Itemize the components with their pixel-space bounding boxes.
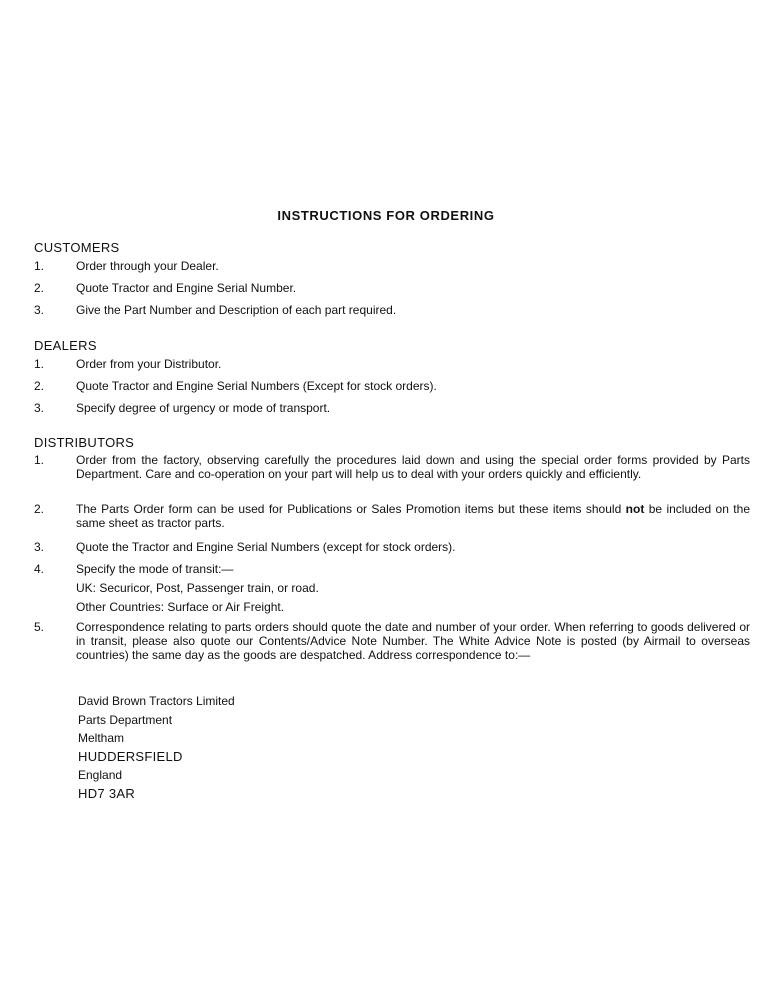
item-number: 1. — [34, 259, 45, 273]
item-number: 3. — [34, 540, 45, 554]
item-number: 1. — [34, 453, 45, 467]
distributors-item-2 — [34, 502, 750, 530]
item-number: 3. — [34, 303, 45, 317]
item-text: Correspondence relating to parts orders should quote the date and number of your order. When referring to goods delivered or in transit, please also quote our Contents/Advice Note Number. The White Advice Note is posted (by Airmail to overseas countries) the same day as the goods are despatched. Address correspondence to:— — [76, 620, 750, 662]
item-text-after: be included on the same sheet as tractor parts. — [76, 502, 750, 530]
customers-item-3 — [34, 303, 750, 317]
transit-other-countries: Other Countries: Surface or Air Freight. — [76, 600, 285, 614]
distributors-heading: DISTRIBUTORS — [34, 435, 135, 450]
transit-uk: UK: Securicor, Post, Passenger train, or road. — [76, 581, 319, 595]
item-number: 5. — [34, 620, 45, 634]
distributors-item-5 — [34, 620, 750, 662]
item-text-before: The Parts Order form can be used for Publications or Sales Promotion items but these items should — [76, 502, 622, 516]
address-postcode: HD7 3AR — [78, 785, 136, 801]
distributors-item-1 — [34, 453, 750, 481]
item-text: Quote Tractor and Engine Serial Number. — [76, 281, 297, 295]
item-text: Order from the factory, observing carefully the procedures laid down and using the special order forms provided by Parts Department. Care and co-operation on your part will help us to deal with your orders quickly and efficiently. — [76, 453, 750, 481]
address-locality: Meltham — [78, 731, 125, 745]
item-text: Quote Tractor and Engine Serial Numbers (Except for stock orders). — [76, 379, 437, 393]
address-country: England — [78, 768, 123, 782]
dealers-item-2 — [34, 379, 750, 393]
emphasis-word: not — [625, 502, 645, 516]
item-number: 2. — [34, 281, 45, 295]
item-number: 2. — [34, 502, 45, 516]
distributors-item-3 — [34, 540, 750, 554]
dealers-heading: DEALERS — [34, 338, 97, 353]
item-text — [76, 502, 750, 530]
page-title: INSTRUCTIONS FOR ORDERING — [277, 208, 495, 223]
dealers-item-3 — [34, 401, 750, 415]
item-text: Order from your Distributor. — [76, 357, 222, 371]
item-number: 4. — [34, 562, 45, 576]
item-number: 1. — [34, 357, 45, 371]
item-number: 2. — [34, 379, 45, 393]
address-department: Parts Department — [78, 712, 173, 727]
address-company: David Brown Tractors Limited — [78, 694, 235, 708]
item-text: Specify degree of urgency or mode of transport. — [76, 401, 331, 415]
customers-item-1 — [34, 259, 750, 273]
address-town: HUDDERSFIELD — [78, 748, 183, 764]
address-block — [78, 692, 235, 803]
distributors-item-4 — [34, 562, 750, 576]
item-text: Order through your Dealer. — [76, 259, 219, 273]
item-number: 3. — [34, 401, 45, 415]
item-text: Give the Part Number and Description of each part required. — [76, 303, 397, 317]
customers-heading: CUSTOMERS — [34, 240, 120, 255]
item-text: Quote the Tractor and Engine Serial Numbers (except for stock orders). — [76, 540, 456, 554]
item-text: Specify the mode of transit:— — [76, 562, 234, 576]
customers-item-2 — [34, 281, 750, 295]
dealers-item-1 — [34, 357, 750, 371]
